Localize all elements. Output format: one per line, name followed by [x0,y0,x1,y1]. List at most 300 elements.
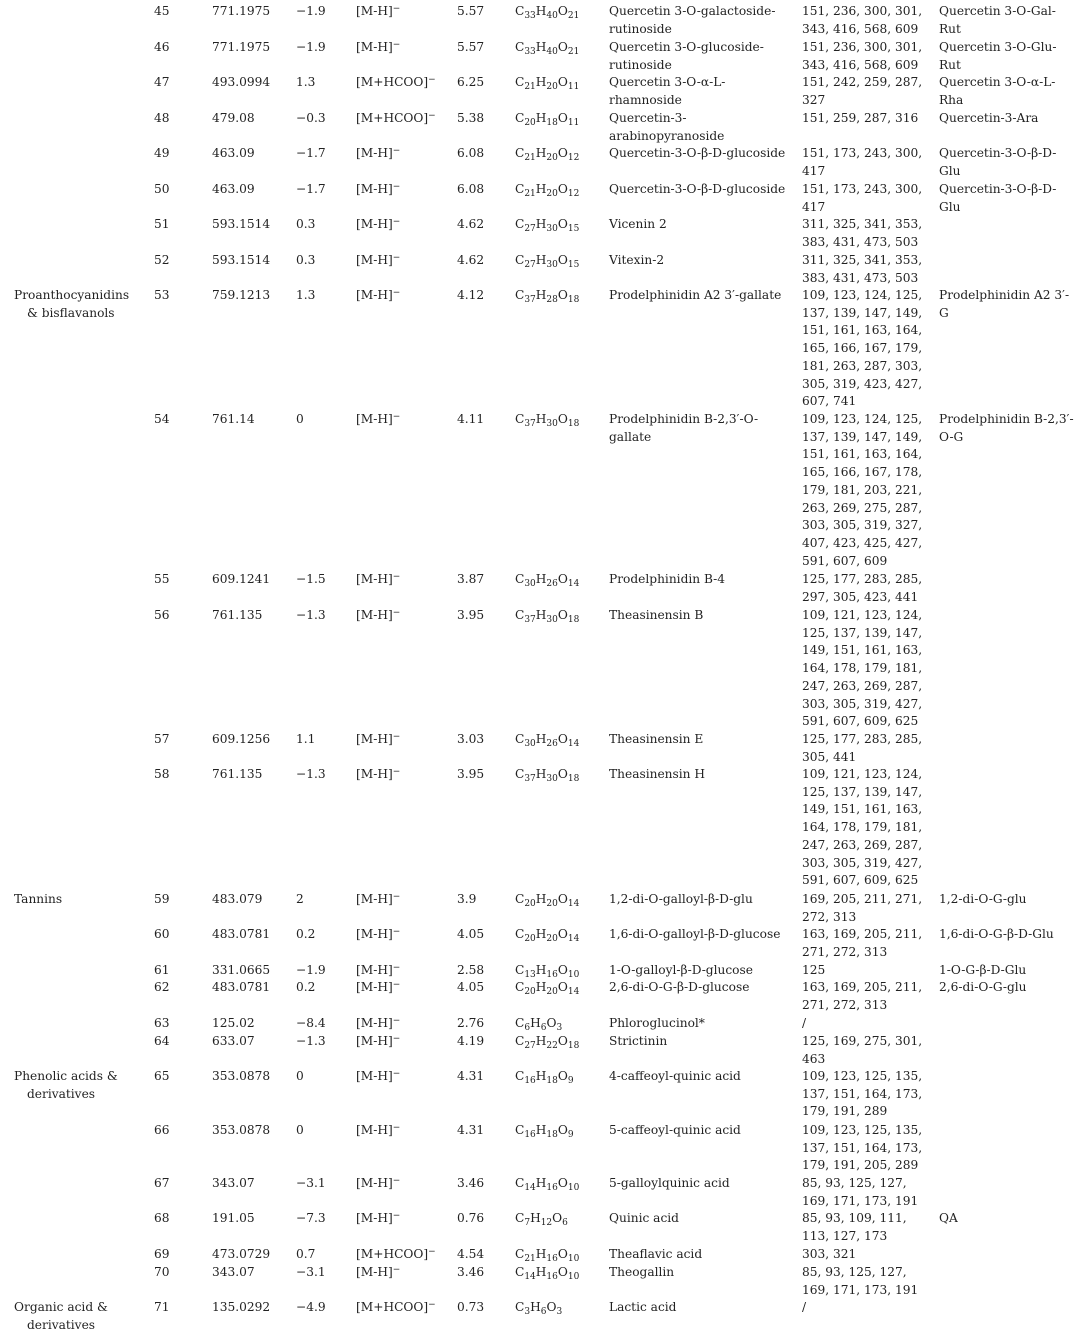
compound-number: 52 [154,253,170,267]
formula-count: 3 [556,1023,563,1033]
fragment-ions: 169, 171, 173, 191 [802,1193,919,1208]
compound-number: 60 [154,927,170,941]
formula-count: 20 [546,189,558,199]
ion-charge: − [392,572,401,582]
ion-type [356,607,400,625]
ion-charge: − [392,1016,401,1026]
formula-count: 33 [524,11,536,21]
mz-value: 463.09 [212,182,255,196]
mz-value: 353.0878 [212,1123,271,1137]
fragment-ions: / [802,1300,807,1314]
fragment-ions: 343, 416, 568, 609 [802,57,919,72]
formula-count: 12 [567,189,580,199]
mass-error: 0 [296,1069,304,1083]
formula-count: 11 [567,82,580,92]
formula-element: C [515,1034,525,1048]
formula-element: C [515,146,525,160]
fragment-ions: 85, 93, 125, 127, [802,1176,907,1190]
compound-name: Theaflavic acid [609,1247,703,1261]
fragment-ions: 383, 431, 473, 503 [802,270,919,285]
ion-charge: − [428,75,436,85]
formula-element: C [515,1247,525,1261]
formula-element: O [557,146,568,160]
formula-element: O [557,927,568,941]
formula-element: H [535,75,547,89]
formula-element: O [546,1016,557,1030]
ion-charge: − [392,182,401,192]
molecular-formula [515,571,579,589]
compound-number: 46 [154,40,170,54]
ion-type [356,287,400,305]
formula-count: 18 [546,1076,558,1086]
mass-error: −1.5 [296,572,326,586]
formula-element: C [515,412,525,426]
formula-count: 37 [524,774,536,784]
abbreviation: Prodelphinidin A2 3′- [939,288,1070,302]
compound-name: Prodelphinidin B-2,3′-O- [609,412,759,426]
formula-count: 30 [524,739,536,749]
formula-element: H [535,111,547,125]
mass-error: −1.9 [296,40,326,54]
formula-count: 10 [567,970,580,980]
formula-count: 20 [524,118,536,128]
ion-charge: − [392,980,401,990]
molecular-formula [515,110,579,128]
formula-count: 12 [567,153,580,163]
ion-type [356,1264,400,1282]
ion-type [356,1122,400,1140]
mass-error: 0.2 [296,927,316,941]
formula-count: 10 [567,1183,580,1193]
fragment-ions: 125, 137, 139, 147, [802,784,923,799]
formula-count: 33 [524,47,536,57]
mz-value: 483.0781 [212,927,271,941]
retention-time: 3.46 [457,1265,485,1279]
formula-count: 21 [567,47,580,57]
retention-time: 5.57 [457,4,485,18]
formula-element: H [535,927,547,941]
mz-value: 353.0878 [212,1069,271,1083]
fragment-ions: 407, 423, 425, 427, [802,535,923,550]
formula-count: 16 [546,970,558,980]
molecular-formula [515,1299,562,1317]
ion-type [356,926,400,944]
formula-element: H [535,1247,547,1261]
retention-time: 4.54 [457,1247,485,1261]
category-label: & bisflavanols [27,305,115,320]
formula-element: C [515,1016,525,1030]
abbreviation: 1,2-di-O-G-glu [939,892,1027,906]
ion-type [356,979,400,997]
mz-value: 633.07 [212,1034,255,1048]
compound-number: 68 [154,1211,170,1225]
ion-charge: − [392,288,401,298]
fragment-ions: 137, 139, 147, 149, [802,429,923,444]
retention-time: 6.25 [457,75,485,89]
molecular-formula [515,1210,568,1228]
formula-count: 20 [546,899,558,909]
formula-element: C [515,892,525,906]
formula-count: 14 [567,579,580,589]
molecular-formula [515,766,579,784]
formula-count: 18 [567,419,580,429]
mz-value: 191.05 [212,1211,255,1225]
mass-error: 0 [296,1123,304,1137]
formula-count: 18 [567,774,580,784]
formula-element: O [557,980,568,994]
compound-number: 53 [154,288,170,302]
formula-element: O [557,75,568,89]
formula-element: H [535,892,547,906]
mz-value: 135.0292 [212,1300,271,1314]
ion-type-text: [M-H] [356,1034,393,1048]
abbreviation: QA [939,1211,958,1225]
ion-type-text: [M+HCOO] [356,111,429,125]
formula-count: 16 [546,1272,558,1282]
formula-element: O [557,40,568,54]
formula-count: 7 [524,1218,531,1228]
fragment-ions: 85, 93, 125, 127, [802,1265,907,1279]
ion-charge: − [428,111,436,121]
molecular-formula [515,607,579,625]
compound-name: Theogallin [609,1265,675,1279]
ion-charge: − [392,40,401,50]
ion-type [356,1299,436,1317]
mass-error: 0 [296,412,304,426]
formula-count: 27 [524,260,536,270]
retention-time: 0.73 [457,1300,485,1314]
formula-count: 18 [567,1041,580,1051]
abbreviation: Quercetin 3-O-α-L- [939,75,1056,89]
ion-type [356,216,400,234]
fragment-ions: 463 [802,1051,826,1066]
molecular-formula [515,287,579,305]
formula-element: C [515,40,525,54]
ion-charge: − [392,608,401,618]
ion-type-text: [M-H] [356,1265,393,1279]
compound-number: 49 [154,146,170,160]
formula-element: C [515,927,525,941]
ion-type [356,181,400,199]
mass-error: −1.9 [296,4,326,18]
fragment-ions: 303, 305, 319, 327, [802,518,923,533]
formula-count: 16 [546,1254,558,1264]
formula-element: C [515,963,525,977]
compound-number: 48 [154,111,170,125]
category-label: Proanthocyanidins [14,288,130,302]
abbreviation: Rha [939,92,964,107]
compound-name: Quinic acid [609,1211,679,1225]
mass-error: −3.1 [296,1265,326,1279]
fragment-ions: 151, 173, 243, 300, [802,146,923,160]
ion-type-text: [M-H] [356,40,393,54]
mass-error: 0.7 [296,1247,316,1261]
formula-element: C [515,980,525,994]
fragment-ions: 125 [802,963,826,977]
mass-error: −0.3 [296,111,326,125]
mass-error: 2 [296,892,304,906]
formula-count: 37 [524,615,536,625]
formula-count: 6 [540,1307,547,1317]
formula-element: O [557,1247,568,1261]
compound-name: Theasinensin E [609,732,704,746]
formula-element: C [515,1123,525,1137]
formula-count: 28 [546,295,558,305]
fragment-ions: 125, 177, 283, 285, [802,572,923,586]
compound-name: rhamnoside [609,92,682,107]
formula-count: 9 [567,1130,574,1140]
abbreviation: Glu [939,163,961,178]
ion-type-text: [M-H] [356,732,393,746]
fragment-ions: 591, 607, 609, 625 [802,714,919,729]
molecular-formula [515,39,579,57]
retention-time: 2.58 [457,963,485,977]
formula-element: H [535,608,547,622]
fragment-ions: 125, 137, 139, 147, [802,625,923,640]
formula-element: C [515,217,525,231]
fragment-ions: 272, 313 [802,909,857,924]
compound-number: 58 [154,767,170,781]
mz-value: 761.14 [212,412,255,426]
fragment-ions: 247, 263, 269, 287, [802,837,923,852]
fragment-ions: 137, 151, 164, 173, [802,1140,923,1155]
abbreviation: Quercetin-3-Ara [939,111,1039,125]
formula-count: 40 [546,47,558,57]
compound-number: 65 [154,1069,170,1083]
compound-number: 56 [154,608,170,622]
formula-element: H [535,217,547,231]
molecular-formula [515,216,579,234]
formula-element: O [557,1123,568,1137]
compound-name: Quercetin 3-O-α-L- [609,75,726,89]
retention-time: 5.57 [457,40,485,54]
fragment-ions: 169, 205, 211, 271, [802,892,923,906]
formula-element: O [557,1069,568,1083]
formula-count: 10 [567,1272,580,1282]
ion-type-text: [M-H] [356,253,393,267]
category-label: derivatives [27,1086,96,1101]
abbreviation: Quercetin-3-O-β-D- [939,146,1057,160]
formula-count: 18 [567,295,580,305]
retention-time: 3.95 [457,767,485,781]
formula-element: O [557,732,568,746]
abbreviation: Quercetin 3-O-Gal- [939,4,1056,18]
ion-type-text: [M-H] [356,1016,393,1030]
mz-value: 771.1975 [212,4,271,18]
formula-count: 9 [567,1076,574,1086]
ion-type [356,1175,400,1193]
fragment-ions: 151, 161, 163, 164, [802,323,923,338]
formula-count: 20 [524,934,536,944]
compound-number: 71 [154,1300,170,1314]
retention-time: 3.03 [457,732,485,746]
molecular-formula [515,411,579,429]
compound-name: Theasinensin B [609,608,704,622]
retention-time: 4.05 [457,927,485,941]
formula-count: 14 [567,739,580,749]
formula-count: 20 [524,987,536,997]
formula-element: H [530,1016,541,1030]
mz-value: 331.0665 [212,963,271,977]
formula-element: C [515,1069,525,1083]
molecular-formula [515,145,579,163]
compound-name: gallate [609,429,652,444]
formula-element: H [535,146,547,160]
compound-name: Quercetin-3- [609,111,687,125]
ion-charge: − [392,146,401,156]
category-label: Phenolic acids & [14,1069,118,1083]
abbreviation: Prodelphinidin B-2,3′- [939,412,1074,426]
mass-error: −1.7 [296,182,326,196]
fragment-ions: 137, 139, 147, 149, [802,305,923,320]
fragment-ions: 109, 123, 124, 125, [802,412,923,426]
formula-count: 16 [524,1076,536,1086]
formula-element: H [535,767,547,781]
formula-element: O [557,1034,568,1048]
category-label: derivatives [27,1317,96,1332]
formula-element: O [557,111,568,125]
formula-count: 26 [546,579,558,589]
formula-element: C [515,1300,525,1314]
fragment-ions: 151, 259, 287, 316 [802,111,919,125]
mass-error: −1.3 [296,608,326,622]
mz-value: 483.079 [212,892,263,906]
mass-error: −8.4 [296,1016,326,1030]
compound-name: 4-caffeoyl-quinic acid [609,1069,741,1083]
molecular-formula [515,1246,579,1264]
fragment-ions: 343, 416, 568, 609 [802,21,919,36]
mz-value: 593.1514 [212,217,271,231]
formula-count: 20 [524,899,536,909]
ion-type-text: [M-H] [356,217,393,231]
formula-element: O [557,217,568,231]
formula-element: C [515,4,525,18]
fragment-ions: 137, 151, 164, 173, [802,1086,923,1101]
formula-element: H [535,40,547,54]
abbreviation: 2,6-di-O-G-glu [939,980,1027,994]
formula-count: 6 [524,1023,531,1033]
formula-count: 14 [567,899,580,909]
formula-count: 27 [524,1041,536,1051]
ion-charge: − [392,963,401,973]
formula-count: 30 [546,260,558,270]
abbreviation: 1-O-G-β-D-Glu [939,963,1027,977]
molecular-formula [515,1122,574,1140]
formula-element: C [515,732,525,746]
ion-charge: − [392,412,401,422]
formula-element: O [557,572,568,586]
mz-value: 125.02 [212,1016,255,1030]
molecular-formula [515,1033,579,1051]
abbreviation: Rut [939,57,961,72]
fragment-ions: 151, 236, 300, 301, [802,4,923,18]
ion-type-text: [M-H] [356,608,393,622]
formula-element: O [546,1300,557,1314]
fragment-ions: 179, 191, 289 [802,1104,888,1119]
ion-type [356,1015,400,1033]
formula-count: 14 [567,934,580,944]
ion-type [356,1210,400,1228]
formula-count: 30 [546,774,558,784]
ion-type-text: [M-H] [356,892,393,906]
formula-count: 18 [546,118,558,128]
mass-error: 1.3 [296,288,316,302]
ion-type [356,962,400,980]
compound-name: 5-caffeoyl-quinic acid [609,1123,741,1137]
mz-value: 761.135 [212,767,263,781]
mass-error: 1.1 [296,732,316,746]
category-label: Tannins [14,892,63,906]
compound-name: 2,6-di-O-G-β-D-glucose [609,980,750,994]
formula-count: 18 [567,615,580,625]
ion-type-text: [M-H] [356,288,393,302]
formula-count: 14 [524,1183,536,1193]
category-label: Organic acid & [14,1300,108,1314]
mass-error: 0.3 [296,217,316,231]
formula-element: O [557,963,568,977]
formula-count: 30 [524,579,536,589]
mass-error: 0.2 [296,980,316,994]
fragment-ions: 179, 191, 205, 289 [802,1158,919,1173]
fragment-ions: 303, 305, 319, 427, [802,855,923,870]
retention-time: 4.31 [457,1123,485,1137]
compound-number: 67 [154,1176,170,1190]
molecular-formula [515,74,579,92]
formula-count: 21 [567,11,580,21]
molecular-formula [515,1175,579,1193]
ion-type-text: [M+HCOO] [356,1247,429,1261]
compound-number: 62 [154,980,170,994]
formula-count: 20 [546,153,558,163]
fragment-ions: 179, 181, 203, 221, [802,482,923,497]
compound-name: 5-galloylquinic acid [609,1176,730,1190]
fragment-ions: 271, 272, 313 [802,997,888,1012]
formula-element: C [515,75,525,89]
formula-element: C [515,111,525,125]
formula-element: H [535,980,547,994]
formula-element: H [535,182,547,196]
compound-number: 70 [154,1265,170,1279]
formula-element: H [530,1300,541,1314]
mz-value: 771.1975 [212,40,271,54]
mass-error: −3.1 [296,1176,326,1190]
formula-count: 26 [546,739,558,749]
compound-name: rutinoside [609,21,672,36]
mass-error: 1.3 [296,75,316,89]
molecular-formula [515,1264,579,1282]
retention-time: 3.9 [457,892,477,906]
formula-count: 21 [524,1254,536,1264]
ion-charge: − [392,927,401,937]
compound-number: 50 [154,182,170,196]
formula-count: 27 [524,224,536,234]
formula-count: 18 [546,1130,558,1140]
formula-count: 15 [567,224,580,234]
formula-count: 40 [546,11,558,21]
molecular-formula [515,731,579,749]
fragment-ions: 164, 178, 179, 181, [802,661,923,676]
fragment-ions: 151, 242, 259, 287, [802,75,923,89]
ion-type-text: [M+HCOO] [356,1300,429,1314]
fragment-ions: 151, 161, 163, 164, [802,447,923,462]
fragment-ions: 271, 272, 313 [802,944,888,959]
retention-time: 2.76 [457,1016,485,1030]
formula-element: O [557,4,568,18]
retention-time: 3.95 [457,608,485,622]
formula-count: 16 [524,1130,536,1140]
abbreviation: Rut [939,21,961,36]
mz-value: 761.135 [212,608,263,622]
